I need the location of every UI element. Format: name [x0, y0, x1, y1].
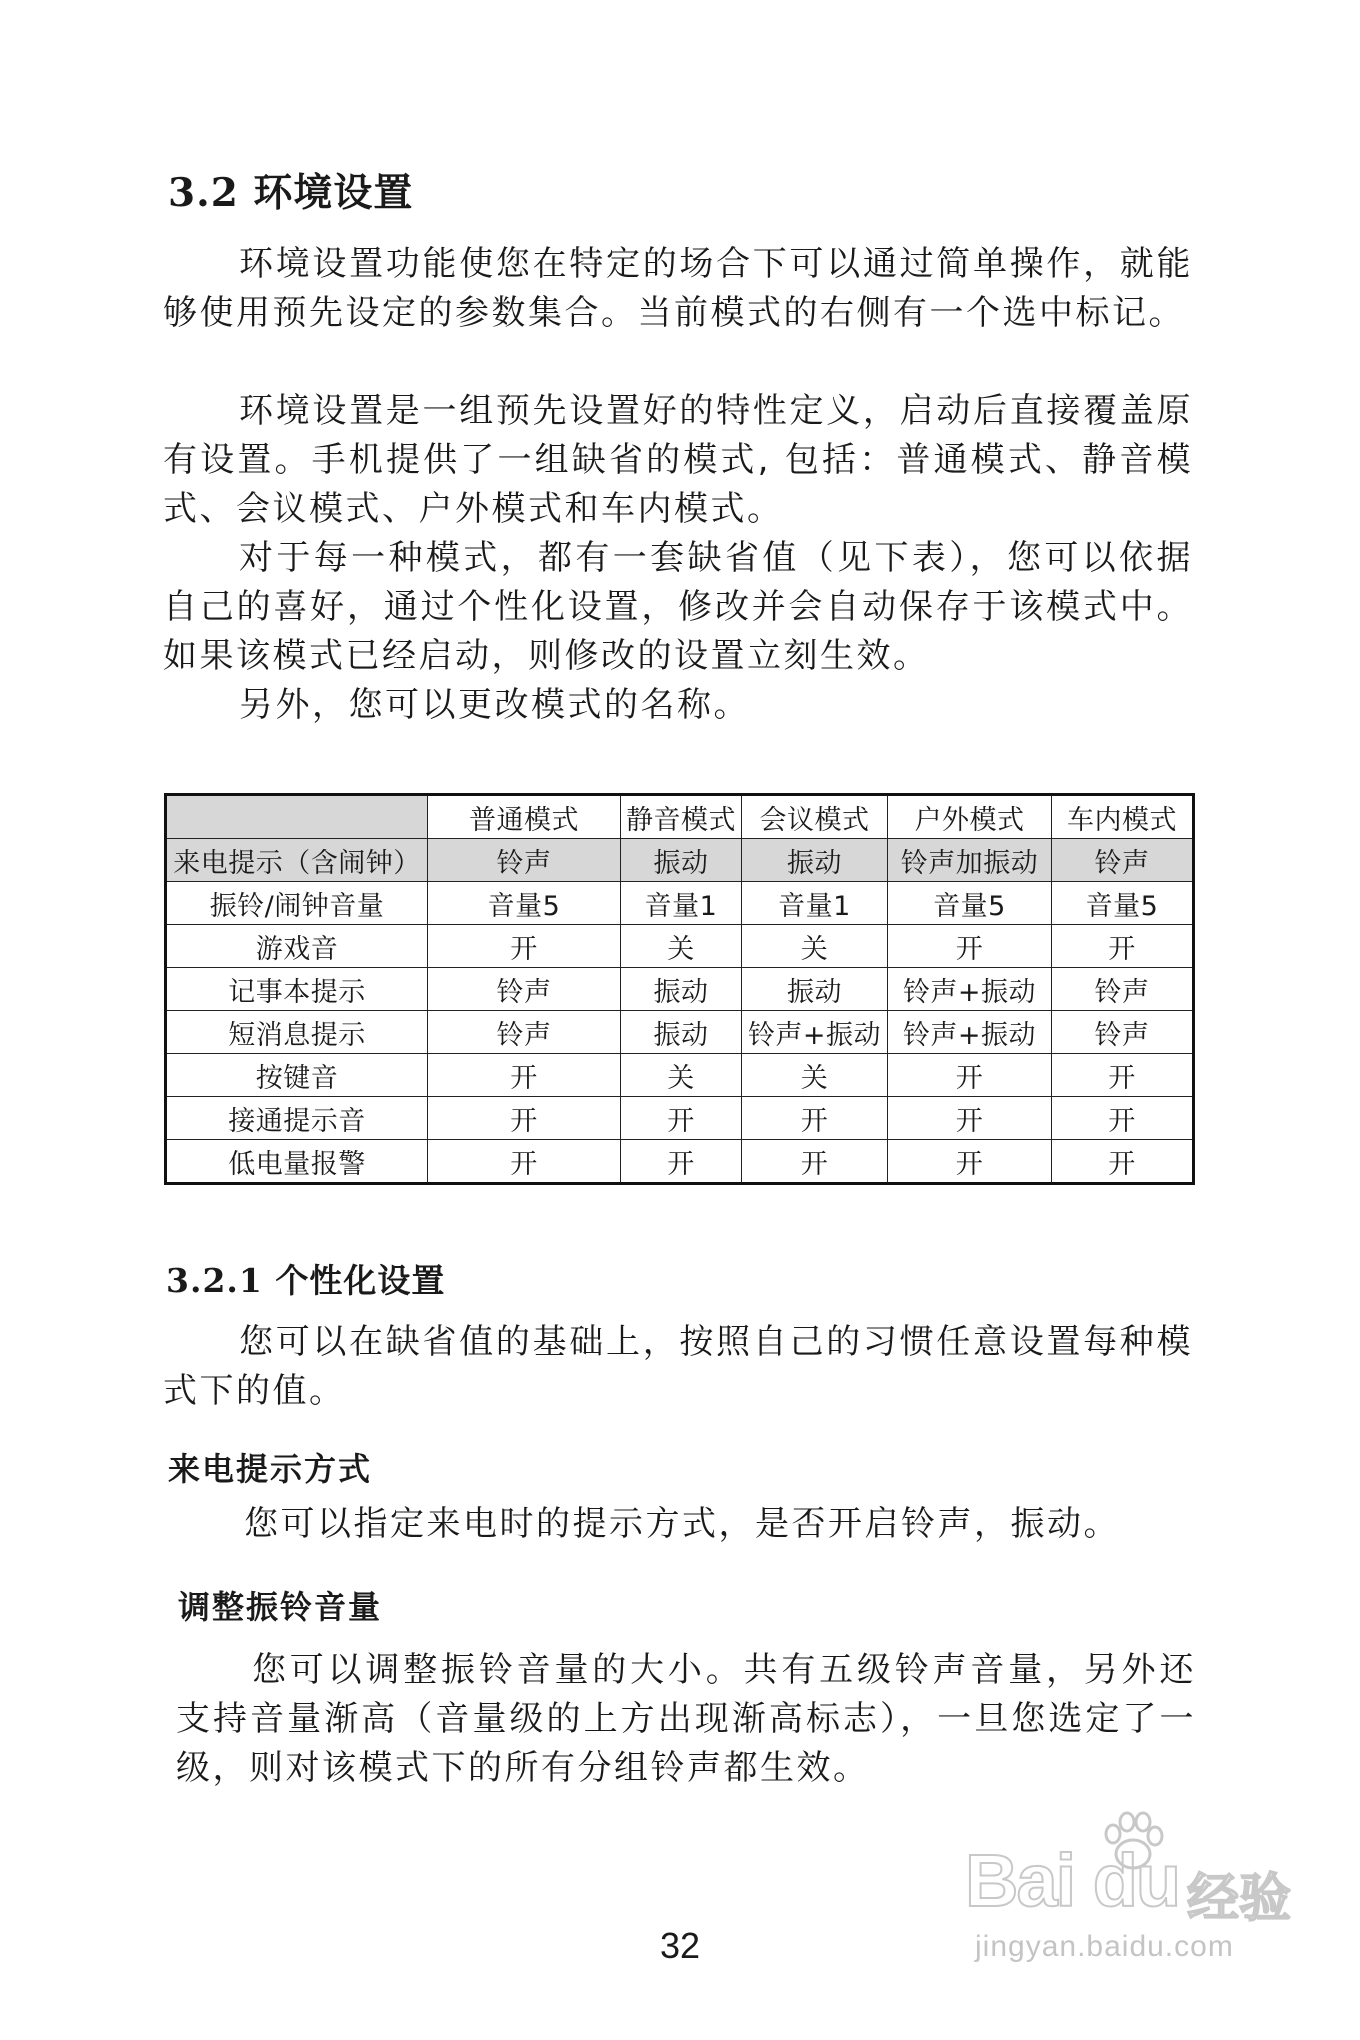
table-cell: 开	[742, 1140, 888, 1184]
incoming-call-paragraph: 您可以指定来电时的提示方式，是否开启铃声，振动。	[244, 1504, 1120, 1544]
table-row	[166, 1011, 1194, 1054]
table-cell: 铃声+振动	[742, 1011, 888, 1054]
table-row-label: 短消息提示	[166, 1011, 428, 1054]
table-cell: 关	[742, 925, 888, 968]
table-header-cell: 普通模式	[428, 795, 621, 839]
table-row	[166, 925, 1194, 968]
table-cell: 振动	[742, 839, 888, 882]
mode-defaults-table	[164, 793, 1195, 1185]
ring-volume-paragraph: 您可以调整振铃音量的大小。共有五级铃声音量，另外还支持音量渐高（音量级的上方出现渐高标志），一旦您选定了一级，则对该模式下的所有分组铃声都生效。	[176, 1650, 1196, 1788]
table-cell: 铃声	[428, 839, 621, 882]
table-cell: 开	[888, 1097, 1052, 1140]
table-cell: 开	[1052, 925, 1194, 968]
intro-paragraph-2: 环境设置是一组预先设置好的特性定义，启动后直接覆盖原有设置。手机提供了一组缺省的模式, 包括：普通模式、静音模式、会议模式、户外模式和车内模式。	[163, 391, 1193, 529]
table-cell: 振动	[621, 1011, 742, 1054]
table-cell: 开	[742, 1097, 888, 1140]
watermark-cn-text: 经验	[1187, 1869, 1292, 1929]
table-row	[166, 1054, 1194, 1097]
table-header-cell: 户外模式	[888, 795, 1052, 839]
table-cell: 音量5	[428, 882, 621, 925]
table-cell: 关	[621, 1054, 742, 1097]
section-title: 3.2 环境设置	[168, 170, 414, 216]
watermark-url: jingyan.baidu.com	[975, 1930, 1234, 1963]
table-cell: 音量1	[621, 882, 742, 925]
table-row-label: 来电提示（含闹钟）	[166, 839, 428, 882]
table-cell: 音量5	[1052, 882, 1194, 925]
table-row-label: 按键音	[166, 1054, 428, 1097]
table-row	[166, 968, 1194, 1011]
table-header-cell: 车内模式	[1052, 795, 1194, 839]
table-cell: 开	[1052, 1097, 1194, 1140]
table-cell: 铃声+振动	[888, 1011, 1052, 1054]
table-cell: 开	[888, 1054, 1052, 1097]
watermark-logo-text: Bai du	[965, 1839, 1180, 1922]
table-cell: 开	[888, 1140, 1052, 1184]
table-cell: 振动	[742, 968, 888, 1011]
page-number: 32	[659, 1925, 701, 1966]
table-row-label: 振铃/闹钟音量	[166, 882, 428, 925]
table-cell: 铃声	[1052, 839, 1194, 882]
table-row-label: 接通提示音	[166, 1097, 428, 1140]
table-header-cell: 会议模式	[742, 795, 888, 839]
table-cell: 开	[888, 925, 1052, 968]
table-cell: 关	[742, 1054, 888, 1097]
subsection-title: 3.2.1 个性化设置	[166, 1261, 446, 1300]
table-cell: 开	[1052, 1054, 1194, 1097]
table-row-label: 游戏音	[166, 925, 428, 968]
table-cell: 铃声	[1052, 1011, 1194, 1054]
table-cell: 振动	[621, 839, 742, 882]
personalize-paragraph: 您可以在缺省值的基础上，按照自己的习惯任意设置每种模式下的值。	[163, 1322, 1193, 1411]
table-cell: 开	[428, 1054, 621, 1097]
table-cell: 铃声	[428, 1011, 621, 1054]
table-row	[166, 1097, 1194, 1140]
table-row	[166, 839, 1194, 882]
table-cell: 振动	[621, 968, 742, 1011]
table-cell: 铃声+振动	[888, 968, 1052, 1011]
table-cell: 音量5	[888, 882, 1052, 925]
intro-paragraph-1: 环境设置功能使您在特定的场合下可以通过简单操作，就能够使用预先设定的参数集合。当前模式的右侧有一个选中标记。	[163, 244, 1193, 333]
table-header-row	[166, 795, 1194, 839]
table-cell: 开	[621, 1097, 742, 1140]
table-cell: 开	[621, 1140, 742, 1184]
table-cell: 开	[1052, 1140, 1194, 1184]
intro-paragraph-4: 另外，您可以更改模式的名称。	[239, 685, 750, 725]
intro-paragraph-3: 对于每一种模式，都有一套缺省值（见下表），您可以依据自己的喜好，通过个性化设置，修改并会自动保存于该模式中。如果该模式已经启动，则修改的设置立刻生效。	[163, 538, 1193, 676]
table-row-label: 记事本提示	[166, 968, 428, 1011]
table-cell: 铃声	[428, 968, 621, 1011]
table-row	[166, 1140, 1194, 1184]
table-cell: 铃声加振动	[888, 839, 1052, 882]
table-cell: 开	[428, 925, 621, 968]
table-cell: 开	[428, 1097, 621, 1140]
table-cell: 音量1	[742, 882, 888, 925]
table-cell: 关	[621, 925, 742, 968]
table-row	[166, 882, 1194, 925]
table-cell: 铃声	[1052, 968, 1194, 1011]
table-cell: 开	[428, 1140, 621, 1184]
table-row-label: 低电量报警	[166, 1140, 428, 1184]
table-header-cell: 静音模式	[621, 795, 742, 839]
incoming-call-heading: 来电提示方式	[168, 1450, 373, 1488]
table-header-cell	[166, 795, 428, 839]
ring-volume-heading: 调整振铃音量	[178, 1588, 383, 1626]
baidu-jingyan-watermark	[965, 1838, 1305, 1968]
